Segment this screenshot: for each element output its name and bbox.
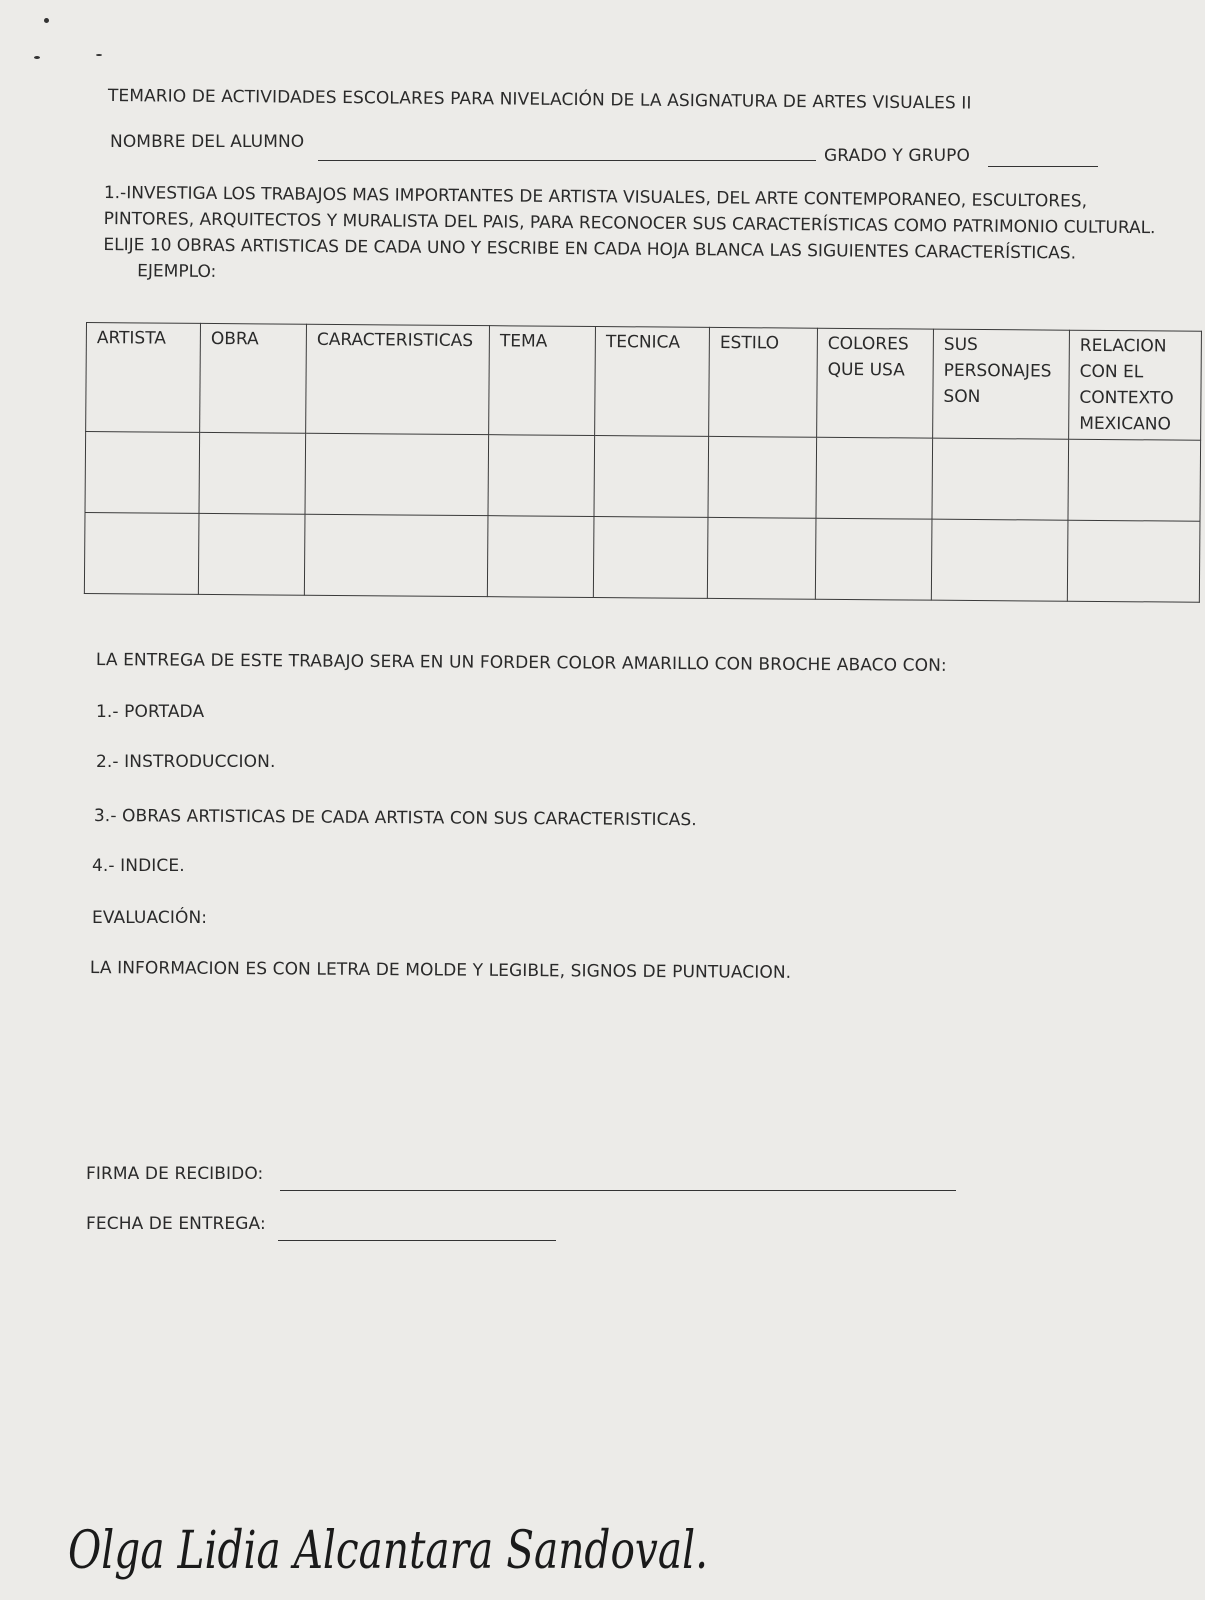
signature-received-field[interactable]: [280, 1190, 956, 1191]
column-header: ARTISTA: [86, 323, 201, 433]
table-cell[interactable]: [932, 438, 1069, 520]
example-table: [84, 322, 1202, 603]
column-header: COLORES QUE USA: [817, 328, 934, 438]
grade-group-label: GRADO Y GRUPO: [824, 146, 970, 166]
table-cell[interactable]: [487, 516, 594, 598]
signature-received-label: FIRMA DE RECIBIDO:: [86, 1164, 264, 1184]
table-cell[interactable]: [594, 435, 709, 517]
table-cell[interactable]: [1067, 520, 1200, 602]
speck-mark: [44, 18, 49, 23]
delivery-date-field[interactable]: [278, 1240, 556, 1241]
delivery-item: 1.- PORTADA: [96, 702, 205, 722]
student-name-field[interactable]: [318, 160, 816, 161]
delivery-item: 3.- OBRAS ARTISTICAS DE CADA ARTISTA CON SUS CARACTERISTICAS.: [93, 806, 697, 831]
table-cell[interactable]: [816, 437, 933, 519]
table-cell[interactable]: [707, 517, 816, 599]
delivery-item: 2.- INSTRODUCCION.: [96, 752, 276, 772]
table-row: [84, 512, 1200, 602]
column-header: ESTILO: [709, 327, 818, 437]
column-header: TECNICA: [595, 327, 710, 437]
table-cell[interactable]: [305, 433, 489, 515]
table-cell[interactable]: [85, 432, 200, 514]
instructions-paragraph: [103, 180, 1174, 293]
delivery-item: 4.- INDICE.: [92, 856, 185, 876]
grade-group-field[interactable]: [988, 166, 1098, 167]
table-cell[interactable]: [593, 516, 708, 598]
evaluation-label: EVALUACIÓN:: [92, 908, 208, 928]
table-cell[interactable]: [931, 519, 1068, 601]
table-cell[interactable]: [198, 513, 305, 595]
page-title: TEMARIO DE ACTIVIDADES ESCOLARES PARA NIVELACIÓN DE LA ASIGNATURA DE ARTES VISUALES II: [107, 86, 972, 114]
speck-mark: [34, 56, 40, 59]
table-cell[interactable]: [84, 512, 199, 594]
table-cell[interactable]: [199, 432, 306, 514]
table-cell[interactable]: [304, 514, 488, 596]
column-header: SUS PERSONAJES SON: [933, 329, 1070, 439]
column-header: TEMA: [489, 326, 596, 436]
table-row: [85, 432, 1201, 522]
table-cell[interactable]: [815, 518, 932, 600]
example-label: EJEMPLO:: [137, 261, 217, 282]
student-name-label: NOMBRE DEL ALUMNO: [110, 132, 305, 152]
column-header: RELACION CON EL CONTEXTO MEXICANO: [1069, 330, 1202, 440]
signature-text: Olga Lidia Alcantara Sandoval.: [68, 1521, 708, 1581]
delivery-date-label: FECHA DE ENTREGA:: [86, 1214, 266, 1234]
delivery-intro: LA ENTREGA DE ESTE TRABAJO SERA EN UN FORDER COLOR AMARILLO CON BROCHE ABACO CON:: [95, 650, 947, 676]
table-cell[interactable]: [1068, 439, 1201, 521]
evaluation-text: LA INFORMACION ES CON LETRA DE MOLDE Y LEGIBLE, SIGNOS DE PUNTUACION.: [89, 958, 792, 983]
column-header: OBRA: [200, 323, 307, 433]
table-header-row: [86, 323, 1202, 441]
instructions-text: 1.-INVESTIGA LOS TRABAJOS MAS IMPORTANTES DE ARTISTA VISUALES, DEL ARTE CONTEMPORANEO, ESCULTORES, PINTORES, ARQUITECTOS Y MURALISTA DEL PAIS, PARA RECONOCER SUS CARACTERÍSTICAS COMO PATRIMONIO CULTURAL. ELIJE 10 OBRAS ARTISTICAS DE CADA UNO Y ESCRIBE EN CADA HOJA BLANCA LAS SIGUIENTES CARACTERÍSTICAS.: [103, 182, 1156, 264]
table-cell[interactable]: [708, 436, 817, 518]
speck-mark: [96, 54, 102, 56]
table-cell[interactable]: [488, 435, 595, 517]
column-header: CARACTERISTICAS: [306, 324, 490, 434]
handwritten-signature: [60, 1500, 740, 1590]
